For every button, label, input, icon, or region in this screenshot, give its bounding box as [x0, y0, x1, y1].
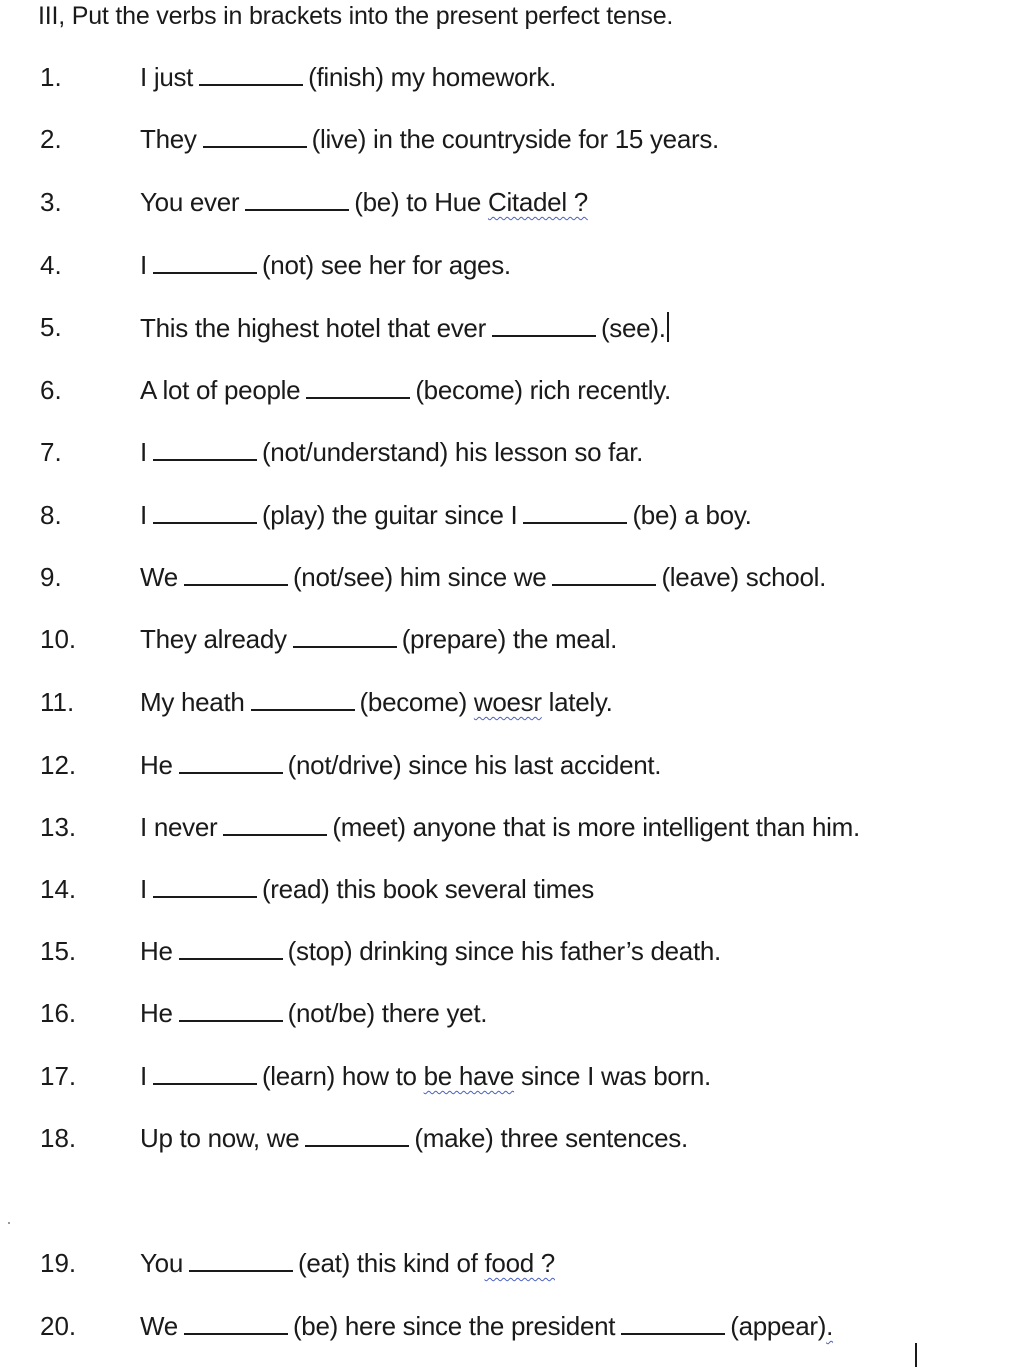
- sentence-text: We: [140, 562, 178, 592]
- answer-blank[interactable]: [305, 1123, 409, 1147]
- sentence-text: I never: [140, 812, 218, 842]
- sentence-text: (meet) anyone that is more intelligent than him.: [332, 812, 860, 842]
- answer-blank[interactable]: [179, 750, 283, 774]
- item-sentence: [140, 312, 669, 344]
- item-number: 5.: [40, 312, 62, 342]
- item-sentence: [140, 624, 617, 655]
- answer-blank[interactable]: [179, 936, 283, 960]
- item-number: 4.: [40, 250, 62, 280]
- sentence-text: (be) to Hue: [354, 187, 488, 217]
- answer-blank[interactable]: [251, 687, 355, 711]
- sentence-text: You: [140, 1248, 183, 1278]
- item-sentence: [140, 437, 643, 468]
- sentence-text: (read) this book several times: [261, 874, 594, 904]
- item-sentence: [140, 500, 752, 531]
- item-sentence: [140, 750, 661, 781]
- answer-blank[interactable]: [184, 562, 288, 586]
- sentence-text: I: [140, 437, 147, 467]
- sentence-text: (play) the guitar since I: [261, 500, 518, 530]
- sentence-text: You ever: [140, 187, 240, 217]
- exercise-title: III, Put the verbs in brackets into the present perfect tense.: [38, 2, 674, 30]
- item-number: 10.: [40, 624, 77, 654]
- item-sentence: [140, 187, 588, 218]
- spellcheck-flagged-text: be have: [423, 1061, 515, 1091]
- answer-blank[interactable]: [492, 313, 596, 337]
- item-sentence: [140, 812, 860, 843]
- item-number: 14.: [40, 874, 77, 904]
- sentence-text: (see).: [600, 313, 666, 343]
- sentence-text: We: [140, 1311, 178, 1341]
- spellcheck-flagged-text: .: [826, 1311, 834, 1341]
- item-sentence: [140, 375, 671, 406]
- spellcheck-flagged-text: food ?: [484, 1248, 555, 1278]
- item-sentence: [140, 874, 594, 905]
- item-sentence: [140, 687, 613, 718]
- item-sentence: [140, 1311, 833, 1342]
- sentence-text: (not/understand) his lesson so far.: [261, 437, 644, 467]
- answer-blank[interactable]: [223, 812, 327, 836]
- sentence-text: I: [140, 250, 147, 280]
- item-number: 1.: [40, 62, 62, 92]
- sentence-text: My heath: [140, 687, 245, 717]
- answer-blank[interactable]: [621, 1311, 725, 1335]
- item-sentence: [140, 62, 556, 93]
- item-number: 11.: [40, 687, 75, 717]
- item-number: 18.: [40, 1123, 77, 1153]
- answer-blank[interactable]: [293, 624, 397, 648]
- item-number: 15.: [40, 936, 77, 966]
- item-number: 3.: [40, 187, 62, 217]
- text-cursor: [915, 1343, 917, 1367]
- sentence-text: (stop) drinking since his father’s death.: [287, 936, 721, 966]
- sentence-text: I just: [140, 62, 194, 92]
- sentence-text: They already: [140, 624, 287, 654]
- item-number: 9.: [40, 562, 62, 592]
- answer-blank[interactable]: [306, 375, 410, 399]
- text-cursor: [667, 312, 669, 342]
- answer-blank[interactable]: [153, 874, 257, 898]
- sentence-text: (not/drive) since his last accident.: [287, 750, 662, 780]
- sentence-text: I: [140, 874, 147, 904]
- answer-blank[interactable]: [245, 187, 349, 211]
- sentence-text: He: [140, 998, 173, 1028]
- answer-blank[interactable]: [552, 562, 656, 586]
- item-sentence: [140, 1123, 688, 1154]
- sentence-text: since I was born.: [514, 1061, 711, 1091]
- answer-blank[interactable]: [153, 500, 257, 524]
- sentence-text: (eat) this kind of: [297, 1248, 485, 1278]
- sentence-text: Up to now, we: [140, 1123, 300, 1153]
- item-number: 13.: [40, 812, 77, 842]
- answer-blank[interactable]: [153, 250, 257, 274]
- sentence-text: (be) a boy.: [632, 500, 752, 530]
- sentence-text: (prepare) the meal.: [401, 624, 618, 654]
- answer-blank[interactable]: [179, 998, 283, 1022]
- answer-blank[interactable]: [189, 1248, 293, 1272]
- item-number: 6.: [40, 375, 62, 405]
- item-sentence: [140, 250, 511, 281]
- sentence-text: He: [140, 750, 173, 780]
- sentence-text: (appear): [730, 1311, 827, 1341]
- sentence-text: This the highest hotel that ever: [140, 313, 486, 343]
- item-number: 17.: [40, 1061, 77, 1091]
- item-sentence: [140, 562, 826, 593]
- sentence-text: I: [140, 1061, 147, 1091]
- sentence-text: (not/be) there yet.: [287, 998, 488, 1028]
- item-sentence: [140, 936, 721, 967]
- item-number: 19.: [40, 1248, 77, 1278]
- stray-dot: [8, 1222, 10, 1224]
- sentence-text: (become) rich recently.: [415, 375, 671, 405]
- sentence-text: (finish) my homework.: [308, 62, 557, 92]
- sentence-text: They: [140, 124, 197, 154]
- item-number: 8.: [40, 500, 62, 530]
- sentence-text: (make) three sentences.: [414, 1123, 688, 1153]
- item-sentence: [140, 1061, 711, 1092]
- sentence-text: A lot of people: [140, 375, 301, 405]
- item-number: 2.: [40, 124, 62, 154]
- spellcheck-flagged-text: Citadel ?: [487, 187, 588, 217]
- sentence-text: (leave) school.: [661, 562, 827, 592]
- answer-blank[interactable]: [199, 62, 303, 86]
- sentence-text: lately.: [541, 687, 613, 717]
- spellcheck-flagged-text: woesr: [473, 687, 542, 717]
- answer-blank[interactable]: [184, 1311, 288, 1335]
- sentence-text: (not) see her for ages.: [261, 250, 511, 280]
- sentence-text: (be) here since the president: [292, 1311, 616, 1341]
- sentence-text: (not/see) him since we: [292, 562, 547, 592]
- item-number: 16.: [40, 998, 77, 1028]
- answer-blank[interactable]: [523, 500, 627, 524]
- item-sentence: [140, 1248, 555, 1279]
- item-sentence: [140, 124, 719, 155]
- sentence-text: (become): [359, 687, 474, 717]
- item-number: 7.: [40, 437, 62, 467]
- item-sentence: [140, 998, 487, 1029]
- sentence-text: (live) in the countryside for 15 years.: [311, 124, 719, 154]
- sentence-text: I: [140, 500, 147, 530]
- sentence-text: He: [140, 936, 173, 966]
- answer-blank[interactable]: [203, 124, 307, 148]
- item-number: 20.: [40, 1311, 77, 1341]
- item-number: 12.: [40, 750, 77, 780]
- answer-blank[interactable]: [153, 1061, 257, 1085]
- answer-blank[interactable]: [153, 437, 257, 461]
- sentence-text: (learn) how to: [261, 1061, 424, 1091]
